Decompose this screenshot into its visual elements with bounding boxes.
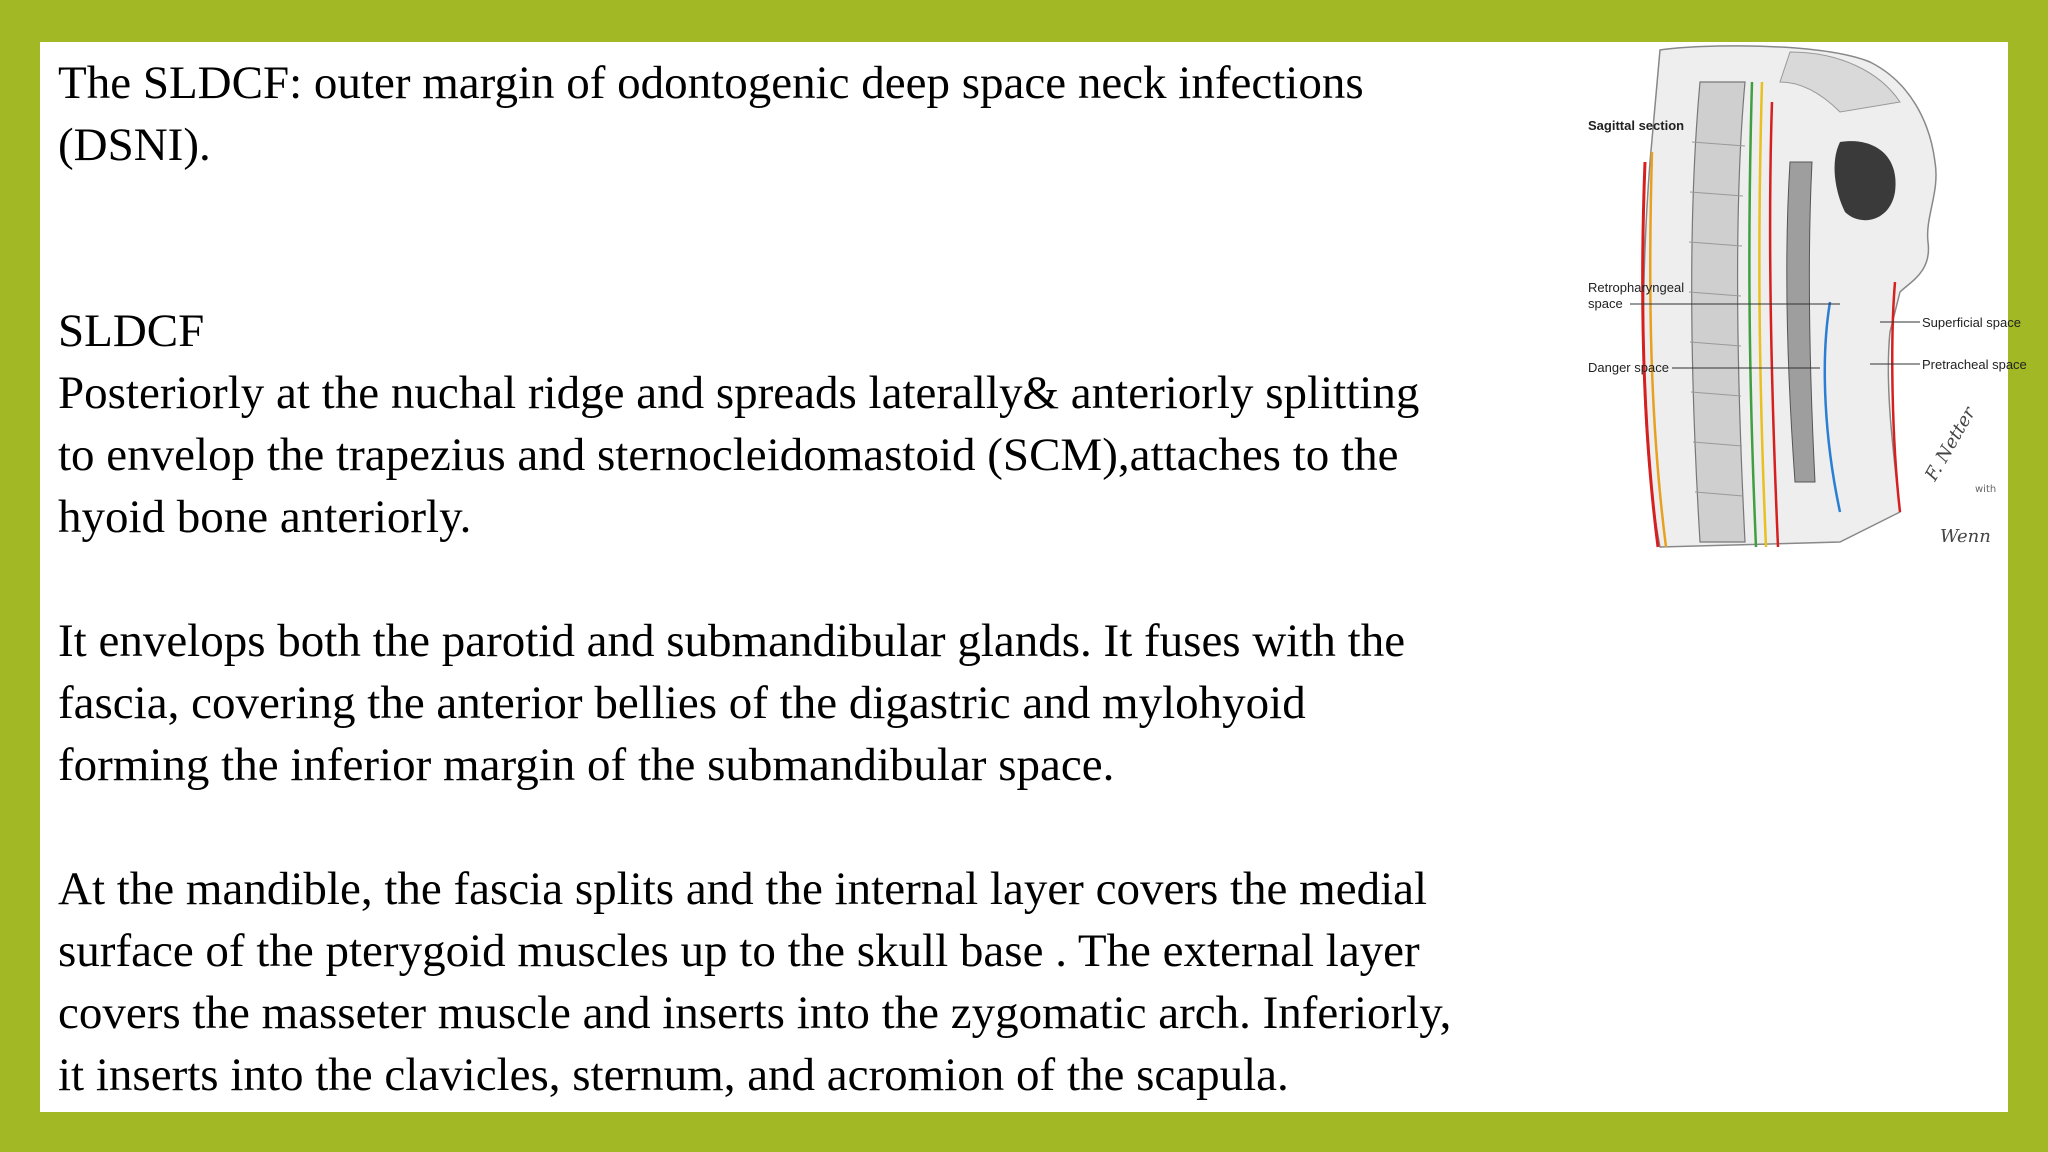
spine	[1692, 82, 1745, 542]
label-danger: Danger space	[1588, 360, 1669, 375]
label-pretracheal: Pretracheal space	[1922, 357, 2027, 372]
slide-text	[58, 52, 1618, 1106]
label-retropharyngeal-1: Retropharyngeal	[1588, 280, 1685, 295]
para2-line: fascia, covering the anterior bellies of the digastric and mylohyoid	[58, 677, 1306, 729]
label-superficial: Superficial space	[1922, 315, 2021, 330]
para2-line: forming the inferior margin of the submandibular space.	[58, 739, 1115, 791]
figure-caption: Sagittal section	[1588, 118, 1685, 133]
sagittal-neck-illustration	[1540, 42, 2027, 562]
para2-line: It envelops both the parotid and submandibular glands. It fuses with the	[58, 615, 1406, 667]
heading-line-2: (DSNI).	[58, 119, 211, 171]
para3-line: At the mandible, the fascia splits and the internal layer covers the medial	[58, 863, 1428, 915]
signature-wenn: Wenn	[1940, 526, 1991, 547]
para3-line: surface of the pterygoid muscles up to the skull base . The external layer	[58, 925, 1420, 977]
slide-canvas	[40, 42, 2027, 1112]
para3-line: it inserts into the clavicles, sternum, and acromion of the scapula.	[58, 1049, 1289, 1101]
signature-with: with	[1975, 484, 1997, 495]
para1-line: hyoid bone anteriorly.	[58, 491, 472, 543]
para3-line: covers the masseter muscle and inserts into the zygomatic arch. Inferiorly,	[58, 987, 1452, 1039]
heading-line-1: The SLDCF: outer margin of odontogenic deep space neck infections	[58, 57, 1364, 109]
para1-line: to envelop the trapezius and sternocleidomastoid (SCM),attaches to the	[58, 429, 1399, 481]
para1-line: Posteriorly at the nuchal ridge and spreads laterally& anteriorly splitting	[58, 367, 1420, 419]
label-retropharyngeal-2: space	[1588, 296, 1623, 311]
section-title: SLDCF	[58, 305, 205, 357]
signature-netter: F. Netter	[1921, 403, 1980, 485]
